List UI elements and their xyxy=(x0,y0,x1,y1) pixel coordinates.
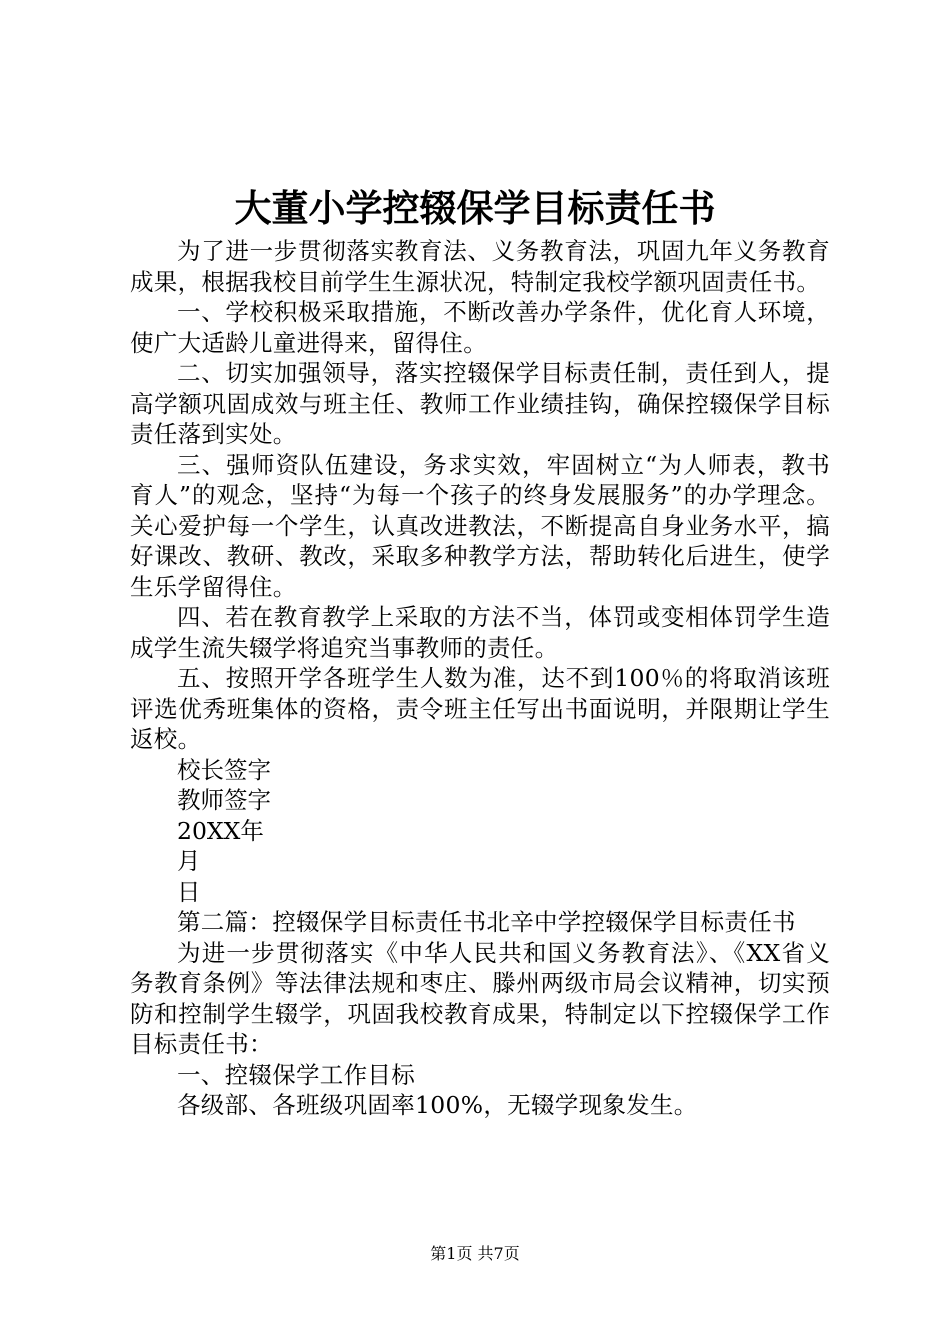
page-footer: 第1页 共7页 xyxy=(430,1244,520,1263)
clause-4-paragraph: 四、若在教育教学上采取的方法不当，体罚或变相体罚学生造成学生流失辍学将追究当事教师的责任。 xyxy=(130,603,830,662)
date-year-line: 20XX年 xyxy=(177,816,264,845)
clause-2-paragraph: 二、切实加强领导，落实控辍保学目标责任制，责任到人，提高学额巩固成效与班主任、教师工作业绩挂钩，确保控辍保学目标责任落到实处。 xyxy=(130,359,830,448)
clause-5-paragraph: 五、按照开学各班学生人数为准，达不到100％的将取消该班评选优秀班集体的资格，责令班主任写出书面说明，并限期让学生返校。 xyxy=(130,664,830,753)
part2-intro-paragraph: 为进一步贯彻落实《中华人民共和国义务教育法》、《XX省义务教育条例》等法律法规和枣庄、滕州两级市局会议精神，切实预防和控制学生辍学，巩固我校教育成果，特制定以下控辍保学工作目标责任书： xyxy=(130,938,830,1058)
date-month-line: 月 xyxy=(177,847,201,875)
teacher-signature-line: 教师签字 xyxy=(177,786,271,814)
document-title: 大董小学控辍保学目标责任书 xyxy=(234,186,716,230)
part2-section1-heading: 一、控辍保学工作目标 xyxy=(177,1060,415,1089)
clause-3-paragraph: 三、强师资队伍建设，务求实效，牢固树立“为人师表，教书育人”的观念，坚持“为每一个孩子的终身发展服务”的办学理念。关心爱护每一个学生，认真改进教法，不断提高自身业务水平，搞好课改、教研、教改，采取多种教学方法，帮助转化后进生，使学生乐学留得住。 xyxy=(130,450,830,601)
intro-paragraph: 为了进一步贯彻落实教育法、义务教育法，巩固九年义务教育成果，根据我校目前学生生源状况，特制定我校学额巩固责任书。 xyxy=(130,237,830,296)
date-day-line: 日 xyxy=(177,877,201,906)
principal-signature-line: 校长签字 xyxy=(177,755,271,784)
part2-section1-text: 各级部、各班级巩固率100%，无辍学现象发生。 xyxy=(177,1091,698,1119)
document-body xyxy=(130,236,830,1121)
part2-heading: 第二篇：控辍保学目标责任书北辛中学控辍保学目标责任书 xyxy=(177,908,796,936)
clause-1-paragraph: 一、学校积极采取措施，不断改善办学条件，优化育人环境，使广大适龄儿童进得来，留得住。 xyxy=(130,298,830,357)
